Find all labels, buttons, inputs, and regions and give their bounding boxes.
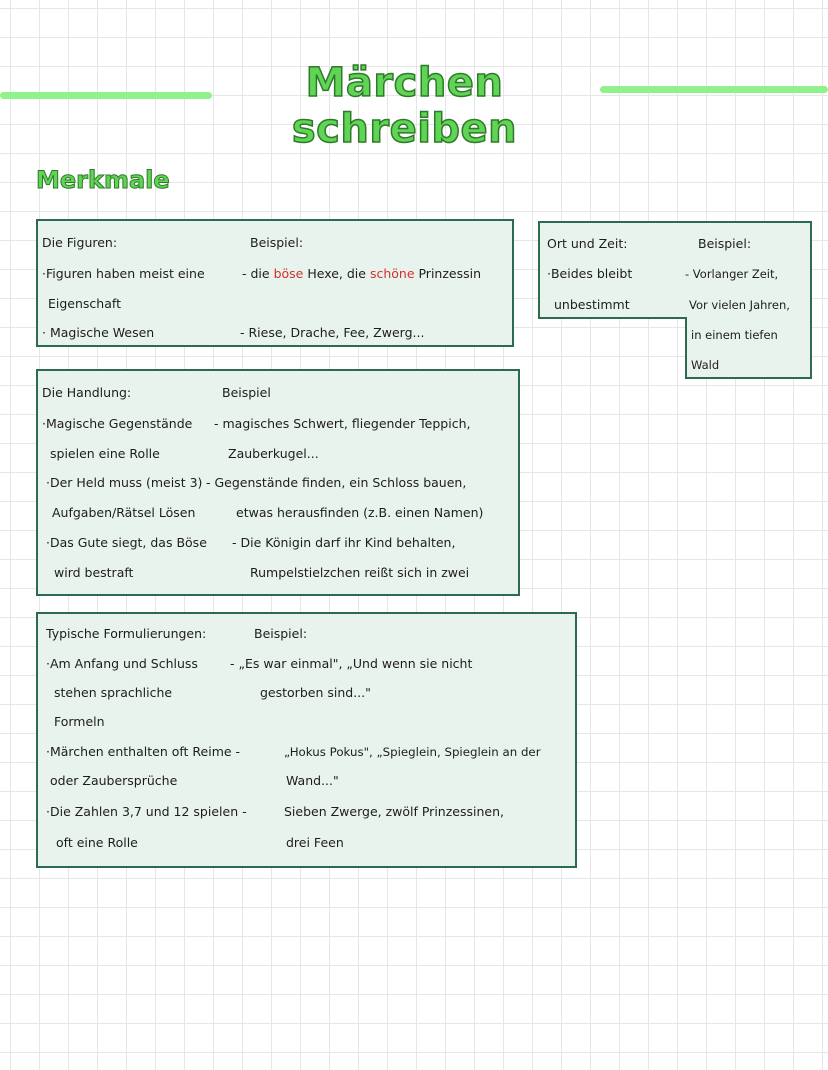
handlung-example-1: - magisches Schwert, fliegender Teppich, [214,416,471,431]
page-title: Märchen schreiben [291,60,518,152]
ort-example-heading: Beispiel: [698,236,752,251]
figuren-example-2: - Riese, Drache, Fee, Zwerg... [240,325,425,340]
handlung-example-6: Rumpelstielzchen reißt sich in zwei [250,565,470,580]
ort-example-4: Wald [691,358,720,372]
figuren-example-1-mid: Hexe, die [303,266,370,281]
formulierungen-example-3: „Hokus Pokus", „Spieglein, Spieglein an der [284,745,541,759]
formulierungen-example-1: - „Es war einmal", „Und wenn sie nicht [230,656,473,671]
figuren-line-3: · Magische Wesen [42,325,155,340]
formulierungen-line-7: oft eine Rolle [56,835,138,850]
section-heading: Merkmale [36,166,170,194]
formulierungen-example-heading: Beispiel: [254,626,308,641]
title-rule-left [0,92,212,99]
handlung-example-4: etwas herausfinden (z.B. einen Namen) [236,505,484,520]
figuren-line-2: Eigenschaft [48,296,121,311]
formulierungen-example-5: Sieben Zwerge, zwölf Prinzessinen, [284,804,504,819]
handlung-example-5: - Die Königin darf ihr Kind behalten, [232,535,456,550]
handlung-line-6: wird bestraft [54,565,134,580]
formulierungen-line-3: Formeln [54,714,105,729]
formulierungen-line-6: ·Die Zahlen 3,7 und 12 spielen - [46,804,247,819]
formulierungen-example-2: gestorben sind..." [260,685,371,700]
figuren-example-heading: Beispiel: [250,235,304,250]
formulierungen-box [36,612,577,868]
formulierungen-example-6: drei Feen [286,835,344,850]
handlung-line-1: ·Magische Gegenstände [42,416,193,431]
formulierungen-line-1: ·Am Anfang und Schluss [46,656,198,671]
handlung-example-heading: Beispiel [222,385,271,400]
title-rule-right [600,86,828,93]
ort-heading: Ort und Zeit: [547,236,628,251]
formulierungen-line-4: ·Märchen enthalten oft Reime - [46,744,241,759]
figuren-line-1: ·Figuren haben meist eine [42,266,205,281]
figuren-heading: Die Figuren: [42,235,118,250]
figuren-example-1-post: Prinzessin [414,266,482,281]
formulierungen-heading: Typische Formulierungen: [46,626,207,641]
ort-line-1: ·Beides bleibt [547,266,633,281]
formulierungen-line-2: stehen sprachliche [54,685,173,700]
figuren-box [36,219,514,347]
ort-box-join [687,315,810,321]
handlung-line-3: ·Der Held muss (meist 3) [46,475,203,490]
figuren-example-1-red-schoene: schöne [369,266,415,281]
figuren-example-1-red-boese: böse [273,266,304,281]
handlung-line-2: spielen eine Rolle [50,446,160,461]
handlung-line-4: Aufgaben/Rätsel Lösen [52,505,196,520]
ort-example-1: - Vorlanger Zeit, [685,267,779,281]
ort-example-3: in einem tiefen [691,328,778,342]
handlung-example-3: - Gegenstände finden, ein Schloss bauen, [206,475,467,490]
ort-example-2: Vor vielen Jahren, [689,298,790,312]
handlung-heading: Die Handlung: [42,385,132,400]
figuren-example-1-pre: - die [242,266,274,281]
handlung-example-2: Zauberkugel... [228,446,319,461]
figuren-example-1 [242,266,481,282]
handlung-box [36,369,520,596]
formulierungen-example-4: Wand..." [286,773,339,788]
ort-line-2: unbestimmt [554,297,630,312]
formulierungen-line-5: oder Zaubersprüche [50,773,178,788]
handlung-line-5: ·Das Gute siegt, das Böse [46,535,207,550]
